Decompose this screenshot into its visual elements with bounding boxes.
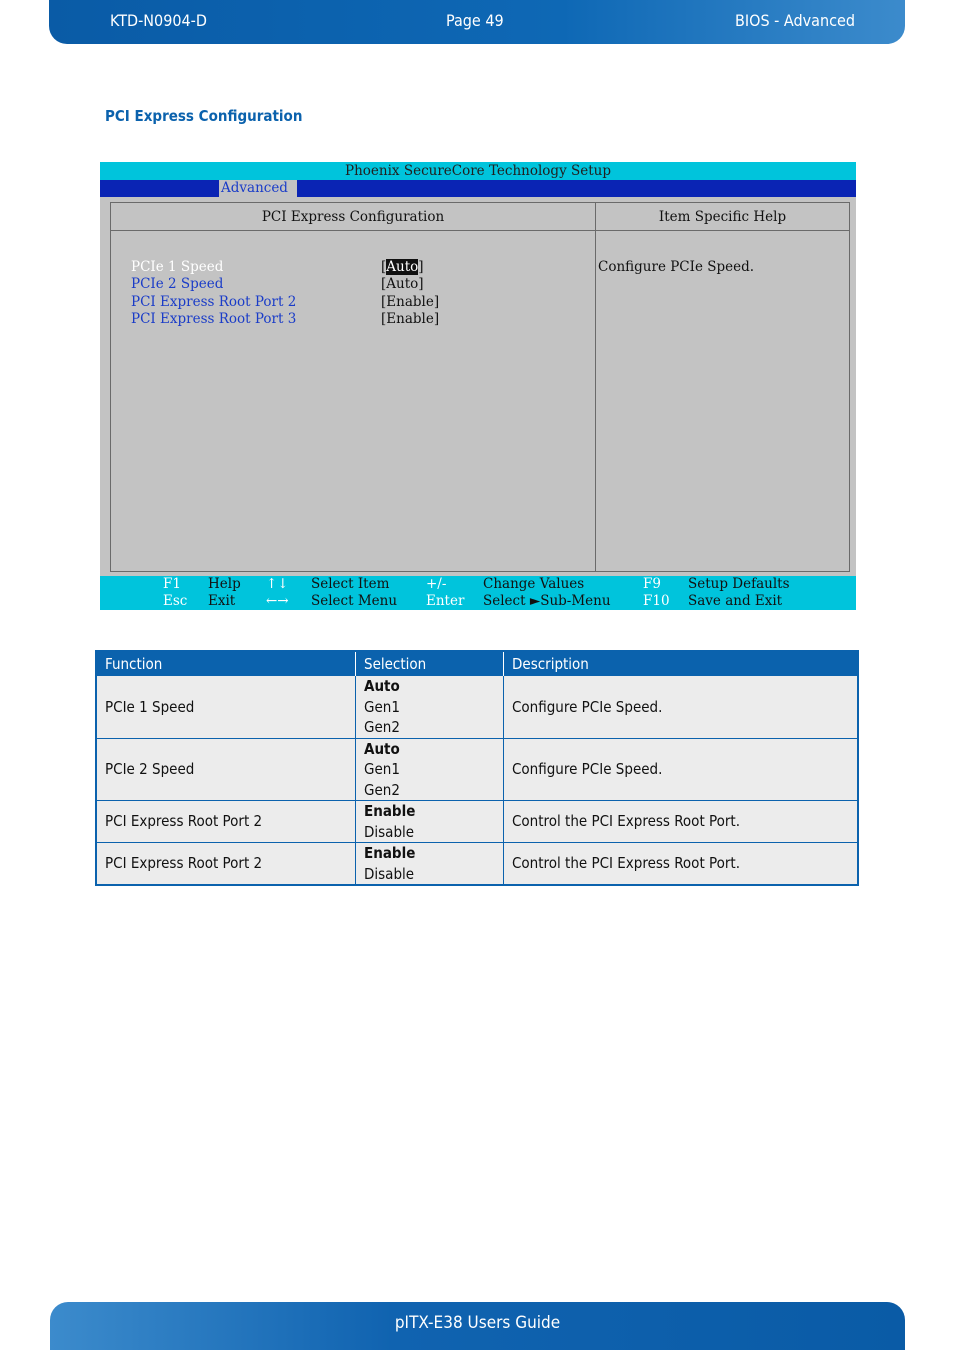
cell-selection: Auto Gen1 Gen2 xyxy=(356,676,504,739)
cell-function: PCIe 2 Speed xyxy=(96,738,356,801)
key-updown-arrows-icon: ↑↓ xyxy=(266,576,289,592)
key-f10: F10 xyxy=(643,593,670,609)
table-row xyxy=(96,738,858,801)
selected-value-highlight: Auto xyxy=(386,259,419,275)
table-header-row xyxy=(96,651,858,676)
table-row xyxy=(96,801,858,843)
bios-item-root-port-3[interactable]: PCI Express Root Port 3 xyxy=(131,311,297,327)
panel-header-line xyxy=(111,230,849,231)
cell-selection: Auto Gen1 Gen2 xyxy=(356,738,504,801)
bios-item-root-port-2[interactable]: PCI Express Root Port 2 xyxy=(131,294,297,310)
column-header-function: Function xyxy=(96,651,356,676)
bios-help-text: Configure PCIe Speed. xyxy=(598,259,755,275)
bios-right-header: Item Specific Help xyxy=(658,209,787,225)
bios-left-header: PCI Express Configuration xyxy=(261,209,445,225)
bios-key-legend xyxy=(100,576,856,610)
settings-table xyxy=(95,650,859,886)
key-plusminus-desc: Change Values xyxy=(483,576,585,592)
panel-divider xyxy=(595,203,596,571)
cell-function: PCIe 1 Speed xyxy=(96,676,356,739)
bios-item-pcie2-speed[interactable]: PCIe 2 Speed xyxy=(131,276,224,292)
key-f9: F9 xyxy=(643,576,661,592)
key-esc: Esc xyxy=(163,593,188,609)
key-plusminus: +/- xyxy=(426,576,447,592)
key-enter-desc: Select ►Sub-Menu xyxy=(483,593,611,609)
bios-item-pcie1-speed[interactable]: PCIe 1 Speed xyxy=(131,259,224,275)
page-number: Page 49 xyxy=(446,11,504,30)
key-esc-desc: Exit xyxy=(208,593,236,609)
bios-menubar xyxy=(100,180,856,197)
column-header-description: Description xyxy=(504,651,859,676)
key-f1: F1 xyxy=(163,576,181,592)
key-updown-desc: Select Item xyxy=(311,576,390,592)
key-f1-desc: Help xyxy=(208,576,241,592)
cell-function: PCI Express Root Port 2 xyxy=(96,843,356,886)
cell-description: Control the PCI Express Root Port. xyxy=(504,801,859,843)
bios-value-pcie2-speed[interactable]: [Auto] xyxy=(381,276,424,292)
footer-title: pITX-E38 Users Guide xyxy=(394,1313,561,1333)
bios-title: Phoenix SecureCore Technology Setup xyxy=(100,162,856,180)
column-header-selection: Selection xyxy=(356,651,504,676)
bios-value-root-port-2[interactable]: [Enable] xyxy=(381,294,440,310)
cell-description: Configure PCIe Speed. xyxy=(504,738,859,801)
key-leftright-desc: Select Menu xyxy=(311,593,398,609)
bios-tab-advanced[interactable]: Advanced xyxy=(219,180,297,197)
document-id: KTD-N0904-D xyxy=(110,11,207,30)
cell-selection: Enable Disable xyxy=(356,801,504,843)
bios-panel xyxy=(110,202,850,572)
cell-function: PCI Express Root Port 2 xyxy=(96,801,356,843)
cell-description: Configure PCIe Speed. xyxy=(504,676,859,739)
key-f10-desc: Save and Exit xyxy=(688,593,783,609)
key-f9-desc: Setup Defaults xyxy=(688,576,790,592)
page-header xyxy=(49,0,905,44)
key-enter: Enter xyxy=(426,593,465,609)
bios-screen xyxy=(100,162,856,610)
section-title: PCI Express Configuration xyxy=(105,107,303,125)
bios-value-root-port-3[interactable]: [Enable] xyxy=(381,311,440,327)
key-leftright-arrows-icon: ←→ xyxy=(266,593,289,609)
section-name: BIOS - Advanced xyxy=(735,11,855,30)
table-row xyxy=(96,843,858,886)
table-row xyxy=(96,676,858,739)
cell-description: Control the PCI Express Root Port. xyxy=(504,843,859,886)
cell-selection: Enable Disable xyxy=(356,843,504,886)
bios-value-pcie1-speed[interactable]: [Auto] xyxy=(381,259,424,275)
page-footer xyxy=(50,1302,905,1350)
